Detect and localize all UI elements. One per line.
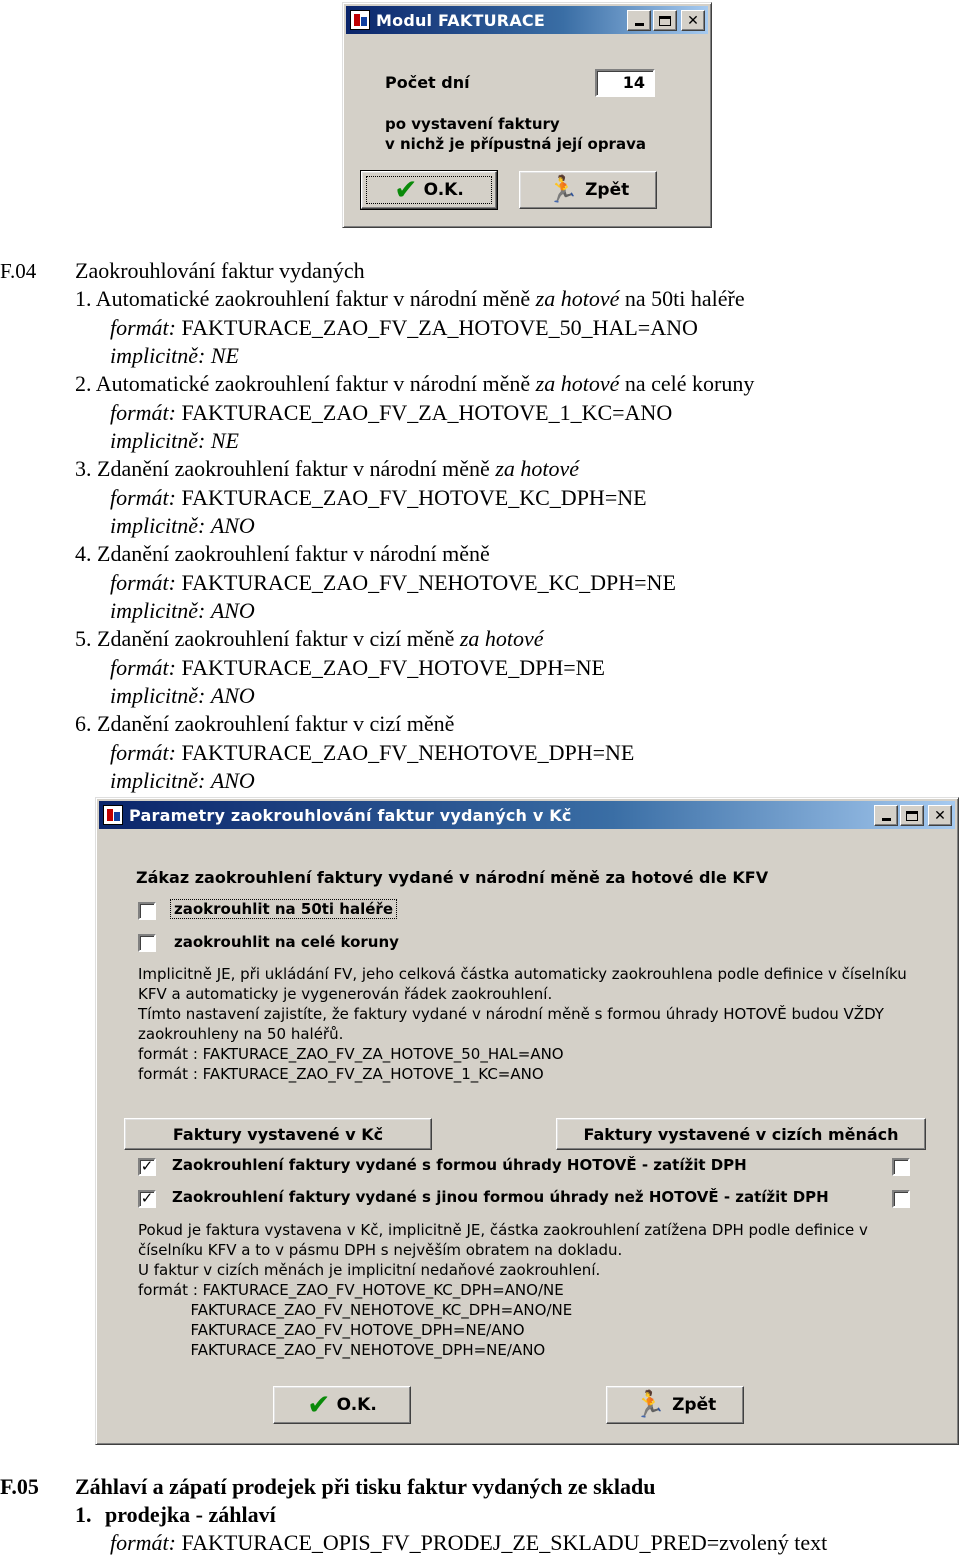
round-50-checkbox[interactable] [138,902,156,920]
back-button[interactable] [606,1386,744,1424]
round-whole-checkbox[interactable] [138,934,156,952]
default-value: ANO [210,683,255,708]
group-title: Zákaz zaokrouhlení faktury vydané v národní měně za hotové dle KFV [136,868,769,887]
item-emphasis: za hotové [535,371,620,396]
item-emphasis: za hotové [459,626,544,651]
f04-item-2 [75,370,754,398]
minimize-icon [635,23,644,26]
default-value: ANO [210,513,255,538]
row1-czk-checkbox[interactable]: ✓ [138,1158,156,1176]
item-text: Zdanění zaokrouhlení faktur v národní měně [97,456,496,481]
minimize-button[interactable] [627,10,651,31]
tab-czk[interactable] [124,1118,432,1150]
f04-item-5 [75,625,544,653]
maximize-button[interactable] [653,10,677,31]
f04-item-default [110,597,255,625]
info-line: FAKTURACE_ZAO_FV_NEHOTOVE_KC_DPH=ANO/NE [138,1301,573,1319]
format-label: formát: [110,484,176,510]
format-label: formát: [110,739,176,765]
f04-item-default [110,427,239,455]
ok-button[interactable] [361,171,497,209]
f04-item-format [110,654,605,682]
info-line: Tímto nastavení zajistíte, že faktury vydané v národní měně s formou úhrady HOTOVĚ budou VŽDY [138,1005,884,1023]
maximize-icon [906,811,918,821]
default-label: implicitně: [110,428,206,453]
section-code: F.04 [0,259,37,283]
item-number: 5. [75,626,92,651]
round-50-text: zaokrouhlit na 50ti haléře [170,899,397,919]
minimize-icon [882,818,891,821]
f05-format-line [110,1529,827,1557]
section-code: F.05 [0,1474,39,1499]
minimize-button[interactable] [874,805,898,826]
format-value: FAKTURACE_ZAO_FV_NEHOTOVE_DPH=NE [181,739,635,765]
maximize-button[interactable] [900,805,924,826]
item-text: prodejka - záhlaví [105,1502,276,1527]
tab-czk-label: Faktury vystavené v Kč [172,1124,384,1144]
item-number: 2. [75,371,92,396]
info-line: číselníku KFV a to v pásmu DPH s nejvěším obratem na dokladu. [138,1241,623,1259]
default-value: ANO [210,598,255,623]
item-text: Zdanění zaokrouhlení faktur v národní měně [97,541,490,566]
section-title: Záhlaví a zápatí prodejek při tisku faktur vydaných ze skladu [75,1474,656,1499]
default-label: implicitně: [110,343,206,368]
item-tail: na 50ti haléře [619,286,745,311]
app-icon [350,10,370,30]
ok-button-label: O.K. [423,180,464,200]
info-line: formát : FAKTURACE_ZAO_FV_ZA_HOTOVE_50_HAL=ANO [138,1045,564,1063]
f04-item-format [110,739,634,767]
format-label: formát: [110,1530,176,1555]
item-number: 1. [75,1502,92,1527]
default-label: implicitně: [110,598,206,623]
days-input[interactable]: 14 [595,69,655,97]
f04-item-default [110,512,255,540]
modul-fakturace-dialog [342,2,712,228]
format-value: FAKTURACE_ZAO_FV_ZA_HOTOVE_50_HAL=ANO [181,314,698,340]
row1-label: Zaokrouhlení faktury vydané s formou úhrady HOTOVĚ - zatížit DPH [172,1156,747,1174]
round-50-label [170,900,397,918]
close-icon: ✕ [934,807,946,824]
ok-button-label: O.K. [336,1395,377,1415]
close-button[interactable] [928,805,952,826]
format-value: FAKTURACE_ZAO_FV_NEHOTOVE_KC_DPH=NE [181,569,676,595]
back-button-label: Zpět [585,180,630,200]
f04-item-format [110,484,647,512]
running-man-icon: 🏃 [546,175,580,205]
f04-item-6 [75,710,454,738]
f04-item-default [110,682,255,710]
window-title: Parametry zaokrouhlování faktur vydaných v Kč [129,805,572,825]
f05-item-1 [75,1501,276,1529]
default-label: implicitně: [110,513,206,538]
info-line: KFV a automaticky je vygenerován řádek zaokrouhlení. [138,985,553,1003]
info-line: formát : FAKTURACE_ZAO_FV_ZA_HOTOVE_1_KC=ANO [138,1065,544,1083]
ok-button[interactable] [273,1386,411,1424]
maximize-icon [659,16,671,26]
f04-item-3 [75,455,579,483]
running-man-icon: 🏃 [633,1390,667,1420]
item-number: 4. [75,541,92,566]
tab-foreign-label: Faktury vystavené v cizích měnách [583,1124,899,1144]
format-label: formát: [110,569,176,595]
default-value: NE [210,343,239,368]
info-line: Pokud je faktura vystavena v Kč, implicitně JE, částka zaokrouhlení zatížena DPH podle definice v [138,1221,868,1239]
info-line: zaokrouhleny na 50 haléřů. [138,1025,344,1043]
item-number: 6. [75,711,92,736]
row2-label: Zaokrouhlení faktury vydané s jinou formou úhrady než HOTOVĚ - zatížit DPH [172,1188,829,1206]
format-label: formát: [110,314,176,340]
app-icon [103,805,123,825]
item-text: Automatické zaokrouhlení faktur v národní měně [95,286,536,311]
info-block-1 [138,964,907,1084]
rounding-parameters-dialog [95,797,959,1445]
back-button-label: Zpět [672,1395,717,1415]
section-title: Zaokrouhlování faktur vydaných [75,258,365,283]
default-label: implicitně: [110,768,206,793]
days-label: Počet dní [385,73,470,92]
f04-item-1 [75,285,745,313]
f04-item-format [110,399,672,427]
default-value: NE [210,428,239,453]
f04-item-format [110,569,676,597]
info-block-2 [138,1220,868,1360]
title-bar [99,801,955,829]
info-line: FAKTURACE_ZAO_FV_HOTOVE_DPH=NE/ANO [138,1321,525,1339]
default-label: implicitně: [110,683,206,708]
note-line-2: v nichž je přípustná její oprava [385,135,646,153]
item-text: Zdanění zaokrouhlení faktur v cizí měně [97,626,460,651]
window-title: Modul FAKTURACE [376,10,545,30]
f04-item-default [110,342,239,370]
checkmark-icon: ✔ [394,173,418,206]
close-icon: ✕ [687,12,699,29]
item-tail: na celé koruny [619,371,755,396]
info-line: Implicitně JE, při ukládání FV, jeho celková částka automaticky zaokrouhlena podle definice v číselníku [138,965,907,983]
tab-foreign[interactable] [556,1118,926,1150]
default-value: ANO [210,768,255,793]
f04-item-4 [75,540,490,568]
note-line-1: po vystavení faktury [385,115,560,133]
info-line: U faktur v cizích měnách je implicitní nedaňové zaokrouhlení. [138,1261,601,1279]
format-label: formát: [110,399,176,425]
title-bar [346,6,708,34]
item-emphasis: za hotové [535,286,620,311]
f04-item-default [110,767,255,795]
item-emphasis: za hotové [495,456,580,481]
row2-foreign-checkbox[interactable] [892,1190,910,1208]
row1-foreign-checkbox[interactable] [892,1158,910,1176]
back-button[interactable] [519,171,657,209]
format-value: FAKTURACE_ZAO_FV_HOTOVE_KC_DPH=NE [181,484,647,510]
item-number: 1. [75,286,92,311]
item-text: Zdanění zaokrouhlení faktur v cizí měně [97,711,455,736]
f04-item-format [110,314,698,342]
info-line: formát : FAKTURACE_ZAO_FV_HOTOVE_KC_DPH=ANO/NE [138,1281,564,1299]
item-text: Automatické zaokrouhlení faktur v národní měně [95,371,536,396]
format-value: FAKTURACE_OPIS_FV_PRODEJ_ZE_SKLADU_PRED=zvolený text [181,1530,828,1555]
format-value: FAKTURACE_ZAO_FV_ZA_HOTOVE_1_KC=ANO [181,399,673,425]
row2-czk-checkbox[interactable]: ✓ [138,1190,156,1208]
round-whole-label: zaokrouhlit na celé koruny [174,933,399,951]
item-number: 3. [75,456,92,481]
checkmark-icon: ✔ [307,1388,331,1421]
info-line: FAKTURACE_ZAO_FV_NEHOTOVE_DPH=NE/ANO [138,1341,546,1359]
format-value: FAKTURACE_ZAO_FV_HOTOVE_DPH=NE [181,654,605,680]
format-label: formát: [110,654,176,680]
close-button[interactable] [681,10,705,31]
